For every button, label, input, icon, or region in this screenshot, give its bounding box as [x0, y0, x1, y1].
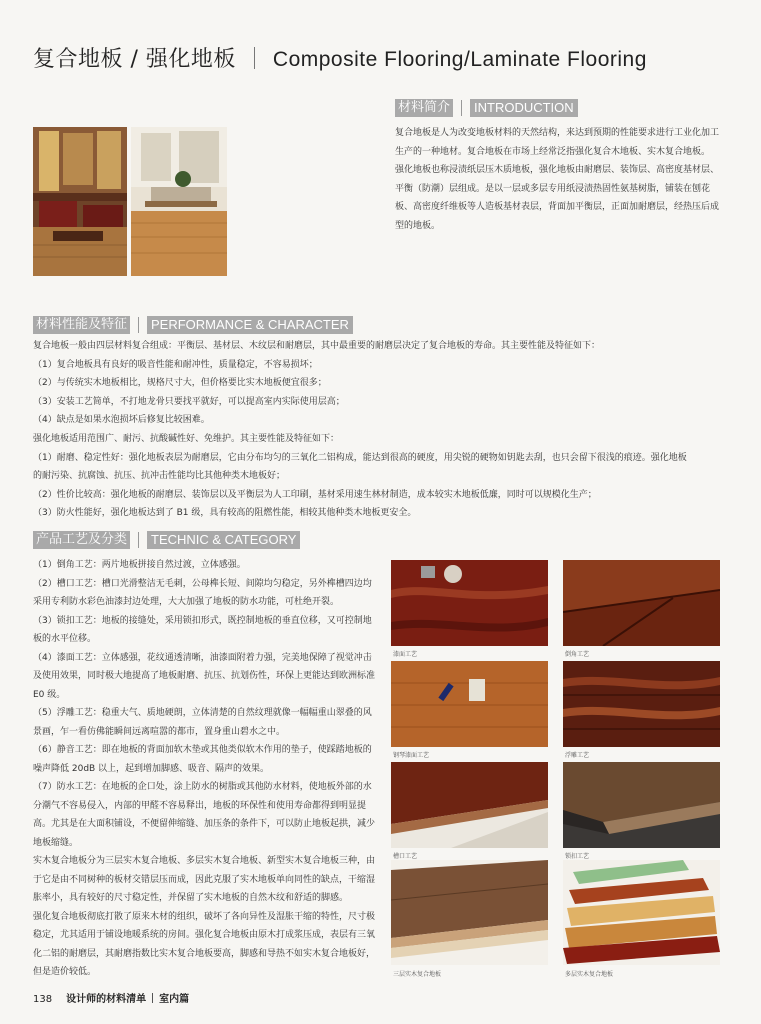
page-footer: [33, 990, 189, 1005]
caption-piano: 钢琴漆面工艺: [393, 752, 430, 759]
intro-text: [395, 124, 725, 236]
technic-line: （5）浮雕工艺：稳重大气、质地硬朗，立体清楚的自然纹理就像一幅幅重山翠叠的风景画，乍一看仿佛能瞬间远离喧嚣的都市，置身重山碧水之中。: [33, 708, 372, 737]
performance-heading-zh: 材料性能及特征: [33, 316, 130, 334]
three-layer-floor-photo: [391, 860, 548, 965]
intro-paragraph-2: 强化地板也称浸渍纸层压木质地板，强化地板由耐磨层、装饰层、高密度基材层、平衡（防潮）层组成。是以一层或多层专用纸浸渍热固性氨基树脂，铺装在刨花板、高密度纤维板等人造板基材表层，背面加平衡层，正面加耐磨层，经热压后成型的地板。: [395, 165, 720, 231]
piano-floor-photo: [391, 661, 548, 747]
title-zh: 复合地板 / 强化地板: [33, 47, 236, 72]
intro-heading-zh: 材料简介: [395, 99, 453, 117]
performance-heading: [33, 316, 353, 334]
heading-divider: [461, 100, 462, 116]
technic-line: （2）槽口工艺：槽口光滑整洁无毛刺，公母榫长短、间隙均匀稳定，另外榫槽四边均采用专利防水彩色油漆封边处理，大大加强了地板的防水功能，可杜绝开裂。: [33, 578, 372, 607]
footer-divider: [152, 993, 153, 1003]
groove-floor-photo: [391, 762, 548, 848]
performance-line: （1）耐磨、稳定性好：强化地板表层为耐磨层，它由分布均匀的三氧化二铝构成，能达到很高的硬度，用尖锐的硬物如钥匙去刮，也只会留下很浅的痕迹。强化地板的耐污染、抗腐蚀、抗压、抗冲击性能均比其他种类木地板好；: [33, 452, 687, 482]
technic-line: 强化复合地板彻底打散了原来木材的组织，破坏了各向异性及湿胀干缩的特性，尺寸极稳定，尤其适用于铺设地暖系统的房间。强化复合地板由原木打成浆压成，表层有三氧化二铝的耐磨层，其耐磨指数比实木复合地板要高，脚感和导热不如实木复合地板好，但是造价较低。: [33, 911, 376, 977]
caption-lock: 锁扣工艺: [565, 853, 590, 860]
performance-line: （4）缺点是如果水泡损坏后修复比较困难。: [33, 415, 210, 426]
lock-floor-photo: [563, 762, 720, 848]
chamfer-floor-photo: [563, 560, 720, 646]
performance-line: （2）性价比较高：强化地板的耐磨层、装饰层以及平衡层为人工印刷，基材采用速生林材制造，成本较实木地板低廉，同时可以规模化生产；: [33, 489, 597, 500]
performance-line: 强化地板适用范围广、耐污、抗酸碱性好、免维护。其主要性能及特征如下：: [33, 433, 340, 444]
caption-multi-layer: 多层实木复合地板: [565, 971, 614, 978]
technic-line: （6）静音工艺：即在地板的背面加软木垫或其他类似软木作用的垫子，使踩踏地板的噪声降低 20dB 以上，起到增加脚感、吸音、隔声的效果。: [33, 745, 372, 774]
intro-heading: [395, 99, 578, 117]
caption-groove: 槽口工艺: [393, 853, 418, 860]
page-title: [33, 42, 647, 73]
performance-line: （2）与传统实木地板相比，规格尺寸大，但价格要比实木地板便宜很多；: [33, 378, 327, 389]
technic-line: 实木复合地板分为三层实木复合地板、多层实木复合地板、新型实木复合地板三种，由于它是由不同树种的板材交错层压而成，因此克服了实木地板单向同性的缺点，干缩湿胀率小，具有较好的尺寸稳定性，并保留了实木地板的自然木纹和舒适的脚感。: [33, 856, 376, 903]
intro-paragraph-1: 复合地板是人为改变地板材料的天然结构，来达到预期的性能要求进行工业化加工生产的一种地材。复合地板在市场上经常泛指强化复合木地板、实木复合地板。: [395, 128, 720, 157]
heading-divider: [138, 317, 139, 333]
performance-heading-en: PERFORMANCE & CHARACTER: [147, 316, 353, 334]
performance-line: （3）防火性能好，强化地板达到了 B1 级，具有较高的阻燃性能，相较其他种类木地板更安全。: [33, 508, 417, 519]
technic-heading-en: TECHNIC & CATEGORY: [147, 531, 300, 549]
dining-room-photo: [131, 127, 227, 276]
page-number: 138: [33, 994, 53, 1005]
title-en: Composite Flooring/Laminate Flooring: [272, 48, 647, 71]
technic-line: （1）倒角工艺：两片地板拼接自然过渡，立体感强。: [33, 560, 246, 570]
caption-lacquer: 漆面工艺: [393, 651, 418, 658]
caption-chamfer: 倒角工艺: [565, 651, 590, 658]
relief-floor-photo: [563, 661, 720, 747]
performance-line: （1）复合地板具有良好的吸音性能和耐冲性，质量稳定，不容易损坏；: [33, 359, 318, 370]
intro-heading-en: INTRODUCTION: [470, 99, 578, 117]
caption-three-layer: 三层实木复合地板: [393, 971, 442, 978]
living-room-photo: [33, 127, 127, 276]
lacquer-floor-photo: [391, 560, 548, 646]
title-divider: [254, 47, 255, 69]
technic-text: [33, 556, 375, 982]
multi-layer-floor-photo: [563, 860, 720, 965]
book-title: 设计师的材料清单: [66, 994, 147, 1005]
technic-line: （3）锁扣工艺：地板的接缝处，采用锁扣形式，既控制地板的垂直位移，又可控制地板的水平位移。: [33, 615, 372, 644]
technic-heading-zh: 产品工艺及分类: [33, 531, 130, 549]
performance-line: （3）安装工艺简单，不打地龙骨只要找平就好，可以提高室内实际使用层高；: [33, 396, 345, 407]
performance-text: [33, 337, 693, 523]
heading-divider: [138, 532, 139, 548]
technic-line: （7）防水工艺：在地板的企口处，涂上防水的树脂或其他防水材料，使地板外部的水分潮气不容易侵入，内部的甲醛不容易释出，地板的环保性和使用寿命都得到明显提高。尤其是在大面积铺设，不便留伸缩缝、加压条的条件下，可以防止地板起拱，减少地板缩缝。: [33, 782, 376, 848]
section-name: 室内篇: [159, 994, 190, 1005]
caption-relief: 浮雕工艺: [565, 752, 590, 759]
technic-line: （4）漆面工艺：立体感强，花纹通透清晰，油漆面附着力强，完美地保障了视觉冲击及使用效果，同时极大地提高了地板耐磨、抗压、抗划伤性，环保上更能达到欧洲标准 E0 级。: [33, 652, 376, 700]
performance-line: 复合地板一般由四层材料复合组成：平衡层、基材层、木纹层和耐磨层，其中最重要的耐磨层决定了复合地板的寿命。其主要性能及特征如下：: [33, 341, 601, 351]
technic-heading: [33, 531, 300, 549]
